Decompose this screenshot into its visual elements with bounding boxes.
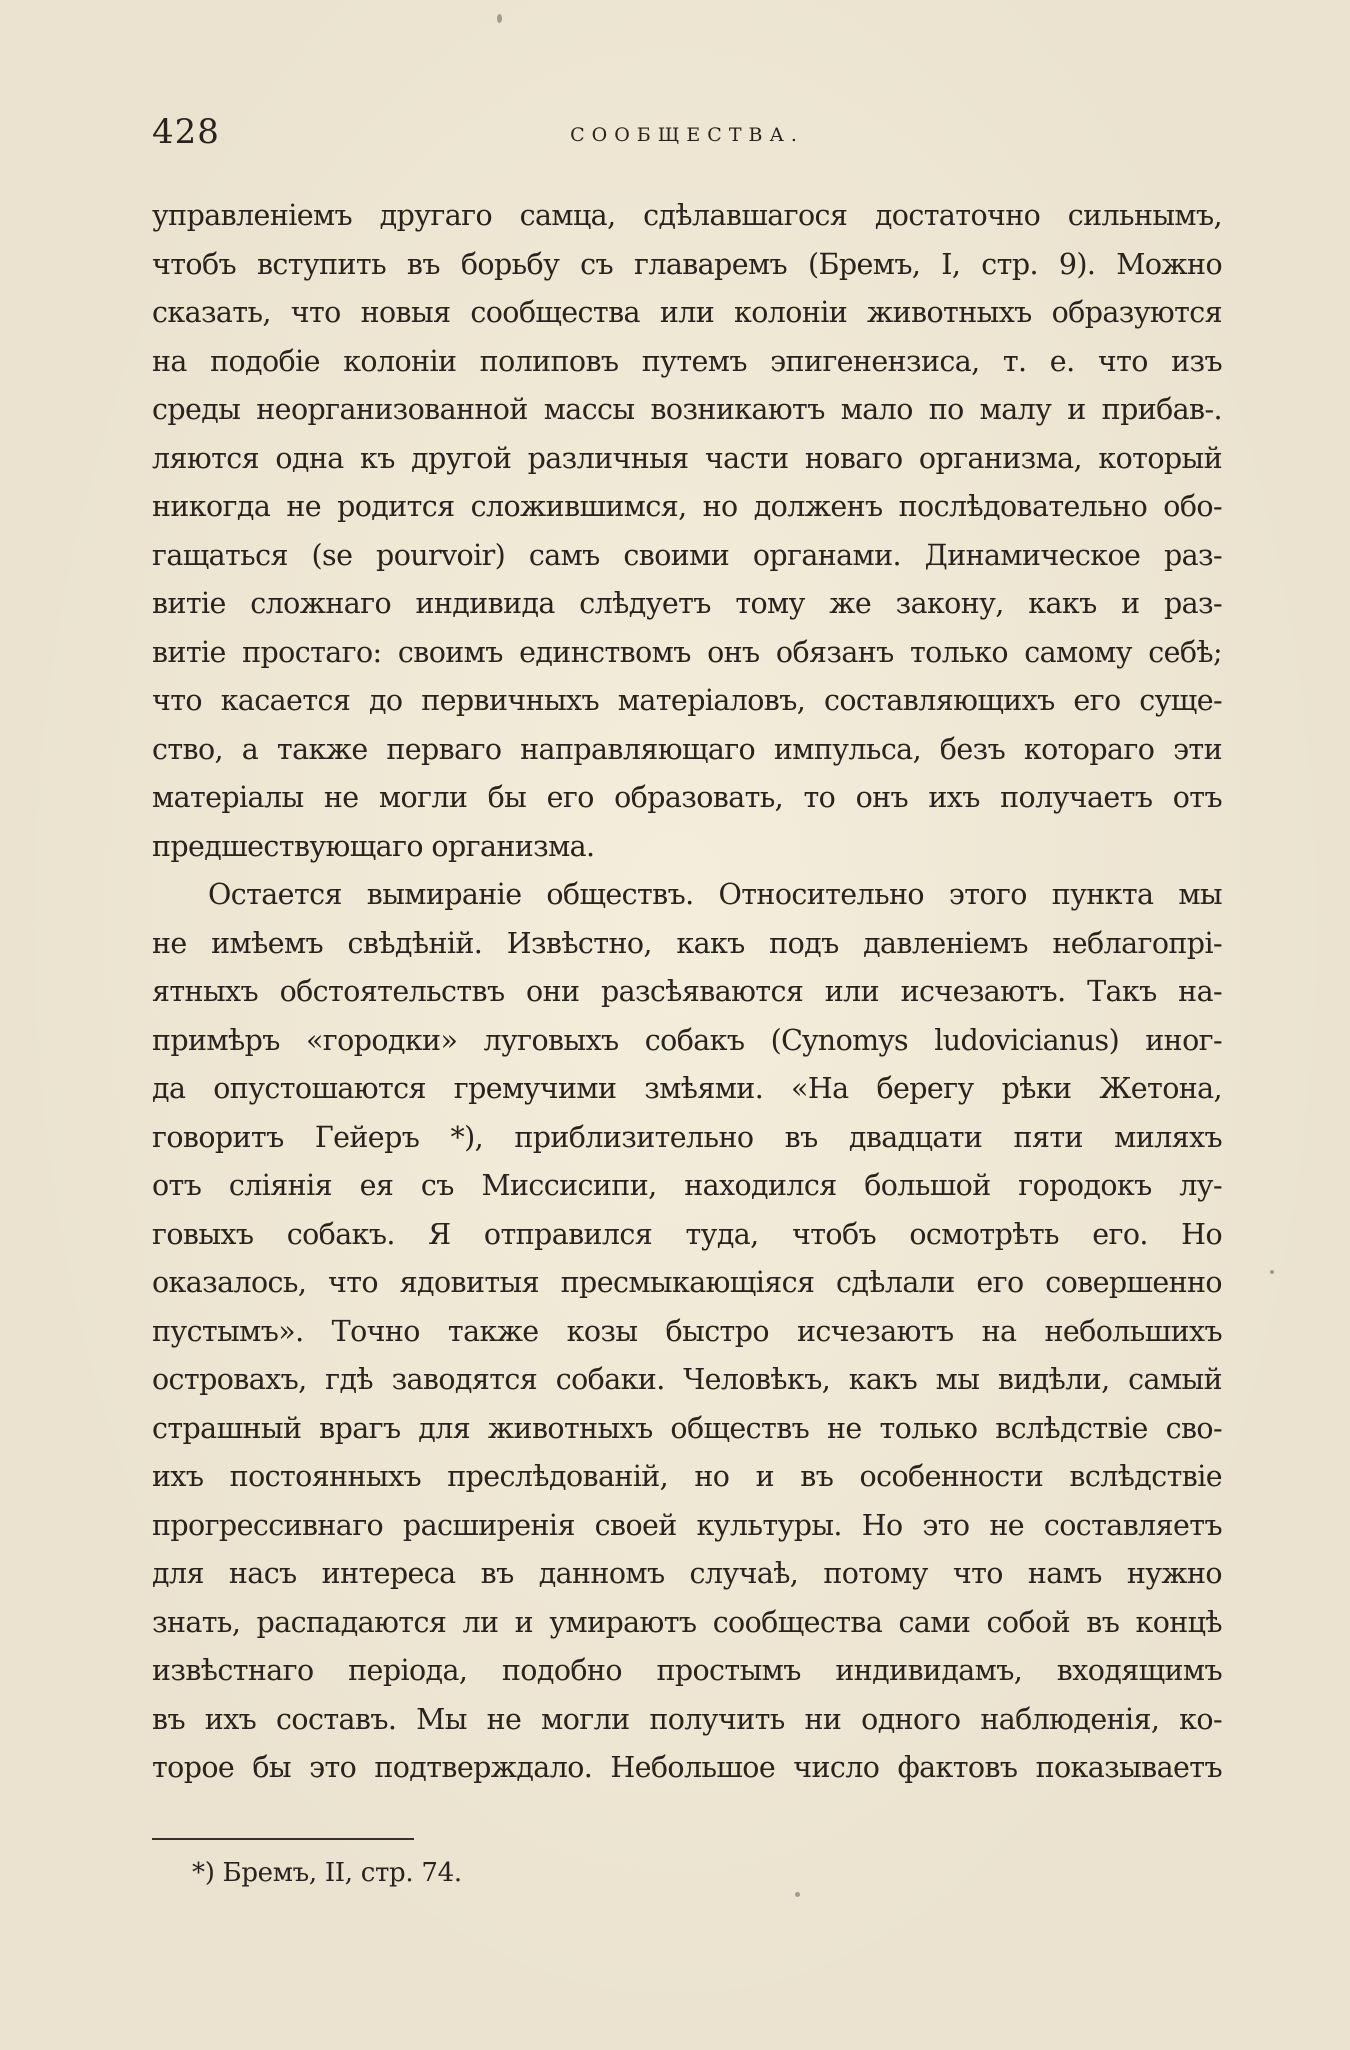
- text-line: ятныхъ обстоятельствъ они разсѣяваются или исчезаютъ. Такъ на-: [152, 975, 1222, 1008]
- paragraph-first-line: Остается вымираніе обществъ. Относительно этого пункта мы: [208, 878, 1222, 911]
- text-line: страшный врагъ для животныхъ обществъ не только вслѣдствіе сво-: [152, 1411, 1222, 1445]
- page-number: 428: [152, 112, 220, 152]
- text-line: ляются одна къ другой различныя части новаго организма, который: [152, 441, 1222, 475]
- text-line: гащаться (se pourvoir) самъ своими органами. Динамическое раз-: [152, 538, 1222, 572]
- text-line: въ ихъ составъ. Мы не могли получить ни одного наблюденія, ко-: [152, 1702, 1222, 1736]
- text-line: для насъ интереса въ данномъ случаѣ, потому что намъ нужно: [152, 1557, 1222, 1590]
- text-line: да опустошаются гремучими змѣями. «На берегу рѣки Жетона,: [152, 1072, 1222, 1105]
- footnote: *) Бремъ, II, стр. 74.: [192, 1858, 462, 1888]
- text-line: ихъ постоянныхъ преслѣдованій, но и въ особенности вслѣдствіе: [152, 1460, 1222, 1493]
- text-line: ство, а также перваго направляющаго импульса, безъ котораго эти: [152, 732, 1222, 766]
- text-line: оказалось, что ядовитыя пресмыкающіяся сдѣлали его совершенно: [152, 1266, 1222, 1299]
- text-line: пустымъ». Точно также козы быстро исчезаютъ на небольшихъ: [152, 1314, 1222, 1348]
- text-line: примѣръ «городки» луговыхъ собакъ (Cynomys ludovicianus) иног-: [152, 1023, 1222, 1057]
- text-line: управленіемъ другаго самца, сдѣлавшагося достаточно сильнымъ,: [152, 199, 1222, 232]
- text-line: среды неорганизованной массы возникаютъ мало по малу и прибав-.: [152, 393, 1222, 426]
- text-line: витіе простаго: своимъ единствомъ онъ обязанъ только самому себѣ;: [152, 635, 1222, 669]
- text-line: говыхъ собакъ. Я отправился туда, чтобъ осмотрѣть его. Но: [152, 1217, 1222, 1251]
- paragraph-end-line: предшествующаго организма.: [152, 829, 595, 863]
- text-line: никогда не родится сложившимся, но долженъ послѣдовательно обо-: [152, 490, 1222, 523]
- text-line: говоритъ Гейеръ *), приблизительно въ двадцати пяти миляхъ: [152, 1120, 1222, 1154]
- text-line: знать, распадаются ли и умираютъ сообщества сами собой въ концѣ: [152, 1605, 1222, 1639]
- text-line: извѣстнаго періода, подобно простымъ индивидамъ, входящимъ: [152, 1654, 1222, 1687]
- paper-speck: [795, 1892, 800, 1897]
- text-line: отъ сліянія ея съ Миссисипи, находился большой городокъ лу-: [152, 1169, 1222, 1202]
- text-line: торое бы это подтверждало. Небольшое число фактовъ показываетъ: [152, 1751, 1222, 1784]
- text-line: на подобіе колоніи полиповъ путемъ эпигенензиса, т. е. что изъ: [152, 344, 1222, 378]
- running-title: СООБЩЕСТВА.: [570, 124, 804, 146]
- paper-speck: [497, 14, 502, 23]
- text-line: сказать, что новыя сообщества или колоніи животныхъ образуются: [152, 296, 1222, 329]
- text-line: матеріалы не могли бы его образовать, то онъ ихъ получаетъ отъ: [152, 781, 1222, 814]
- text-line: прогрессивнаго расширенія своей культуры. Но это не составляетъ: [152, 1508, 1222, 1542]
- text-line: не имѣемъ свѣдѣній. Извѣстно, какъ подъ давленіемъ неблагопрі-: [152, 926, 1222, 960]
- paper-speck: [1270, 1270, 1274, 1274]
- text-line: что касается до первичныхъ матеріаловъ, составляющихъ его суще-: [152, 684, 1222, 717]
- body-text: [152, 192, 1222, 1793]
- footnote-divider: [152, 1838, 414, 1840]
- text-line: витіе сложнаго индивида слѣдуетъ тому же закону, какъ и раз-: [152, 587, 1222, 620]
- text-line: чтобъ вступить въ борьбу съ главаремъ (Бремъ, І, стр. 9). Можно: [152, 247, 1222, 281]
- page-header: [152, 112, 1222, 162]
- text-line: островахъ, гдѣ заводятся собаки. Человѣкъ, какъ мы видѣли, самый: [152, 1363, 1222, 1396]
